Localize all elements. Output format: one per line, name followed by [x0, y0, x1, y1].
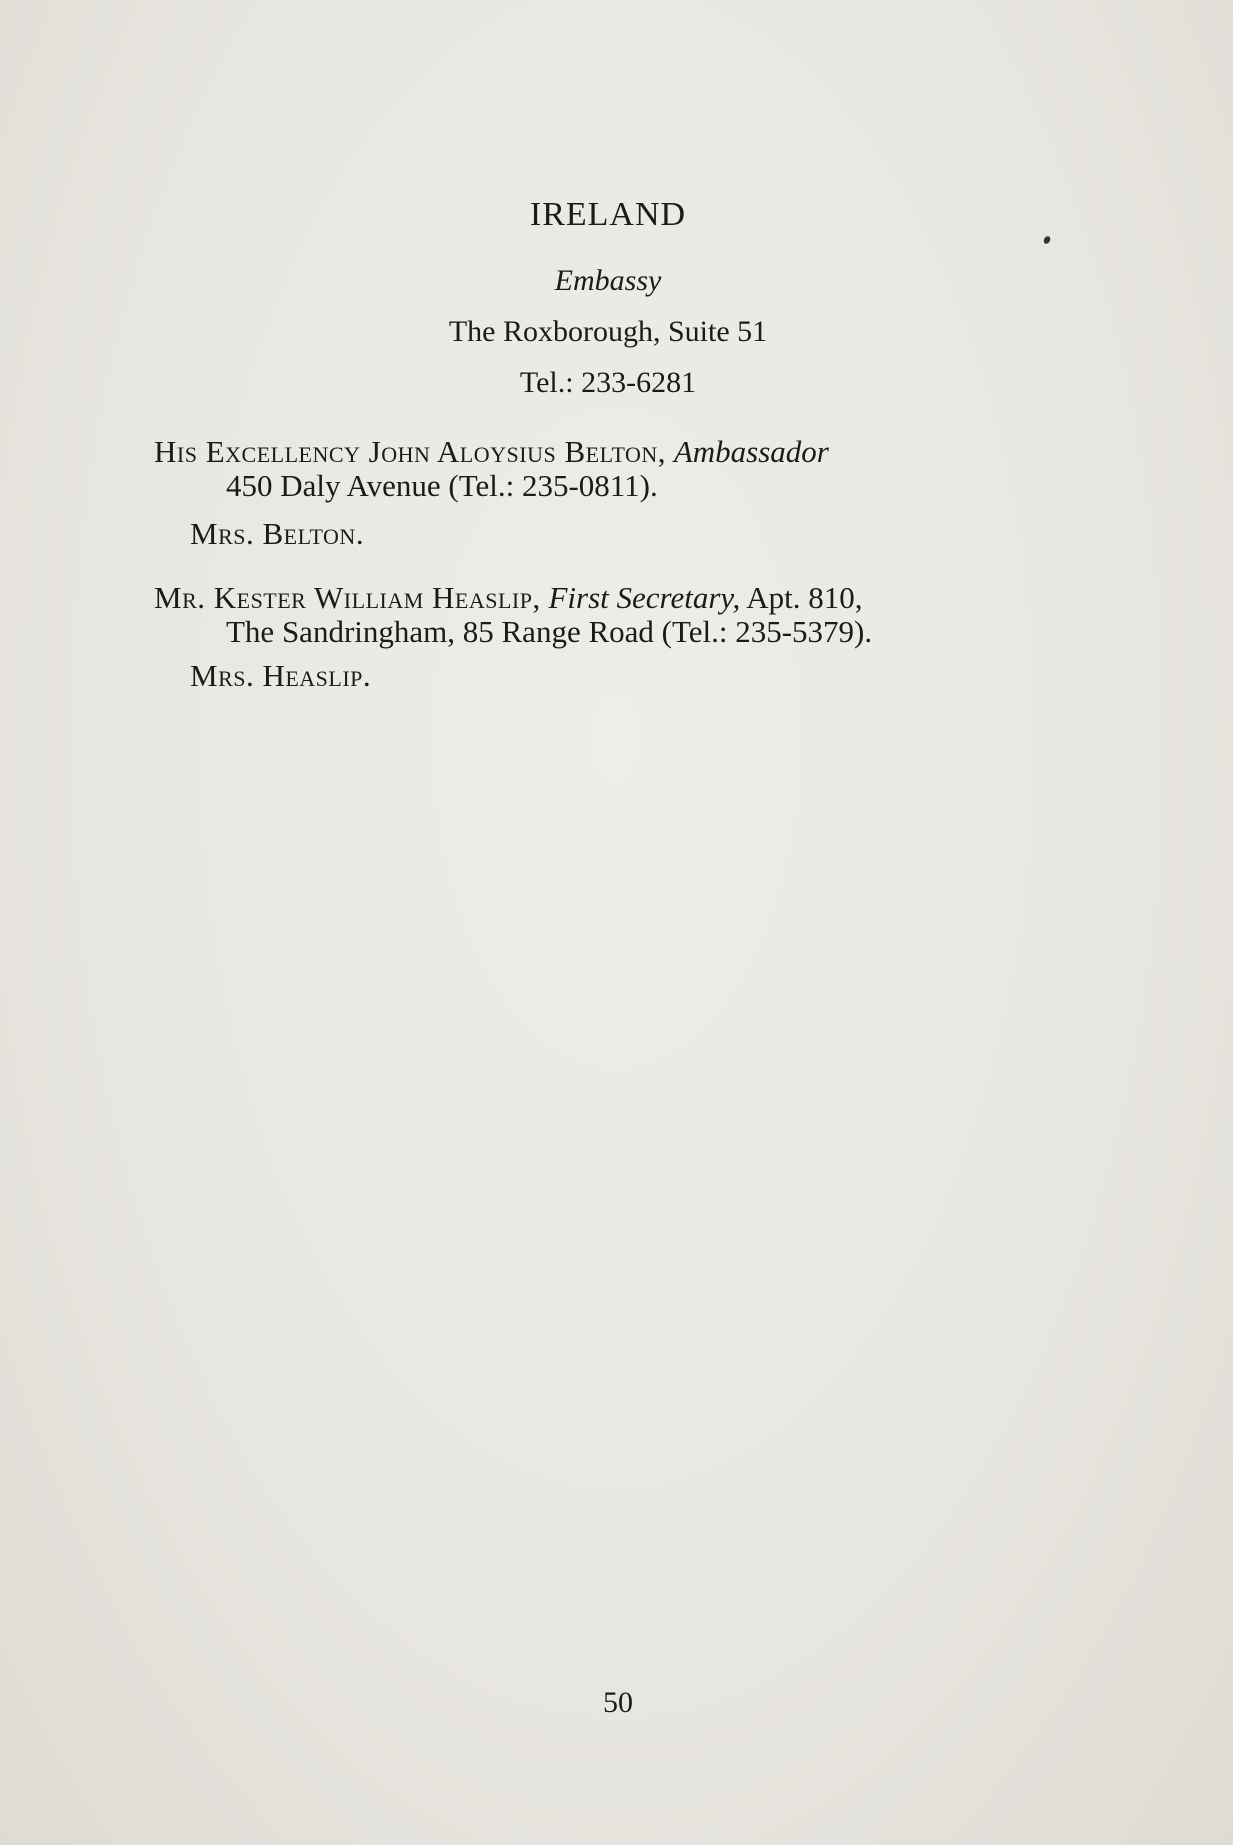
ink-speck	[1042, 235, 1051, 245]
ambassador-name: His Excellency John Aloysius Belton,	[154, 434, 667, 469]
first-secretary-name: Mr. Kester William Heaslip,	[154, 580, 541, 615]
ambassador-spouse: Mrs. Belton.	[190, 516, 365, 551]
embassy-telephone: Tel.: 233-6281	[519, 366, 697, 399]
country-heading: IRELAND	[529, 196, 687, 233]
first-secretary-title: First Secretary,	[548, 580, 741, 615]
embassy-address: The Roxborough, Suite 51	[448, 315, 768, 348]
entry-ambassador-name-line	[154, 434, 829, 470]
first-secretary-spouse: Mrs. Heaslip.	[190, 658, 372, 693]
page-number: 50	[603, 1686, 633, 1719]
entry-first-secretary-name-line	[154, 580, 863, 616]
first-secretary-address: The Sandringham, 85 Range Road (Tel.: 235-5379).	[226, 614, 873, 649]
section-heading: Embassy	[554, 264, 662, 297]
ambassador-title: Ambassador	[673, 434, 829, 469]
ambassador-address: 450 Daly Avenue (Tel.: 235-0811).	[226, 468, 658, 503]
first-secretary-apartment: Apt. 810,	[746, 580, 863, 615]
